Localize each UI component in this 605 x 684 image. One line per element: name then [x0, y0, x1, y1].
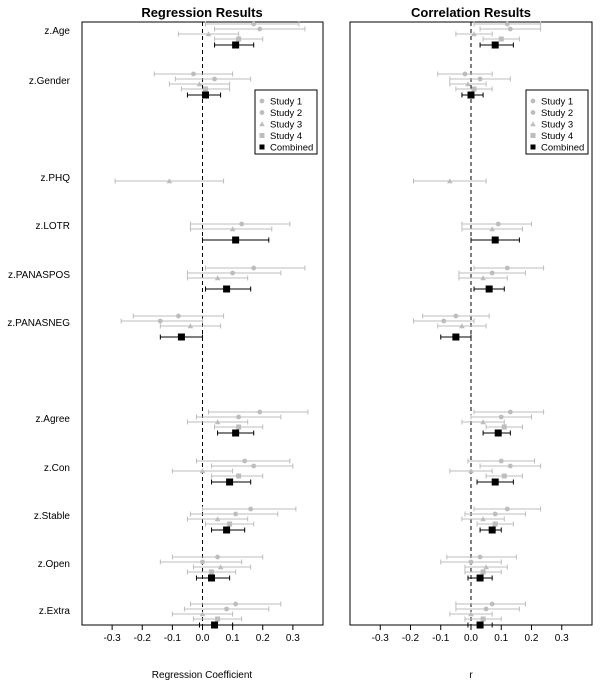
combined-point — [232, 42, 239, 49]
study-1-point — [242, 459, 247, 464]
study-1-point — [478, 555, 483, 560]
x-tick-label: -0.1 — [432, 633, 450, 644]
combined-point — [492, 237, 499, 244]
study-2-point — [441, 319, 446, 324]
correlation-results-panel — [350, 5, 592, 681]
study-1-point — [257, 410, 262, 415]
study-2-point — [257, 27, 262, 32]
study-4-point — [472, 87, 477, 92]
legend-label: Study 3 — [541, 119, 574, 131]
legend-label: Study 2 — [541, 108, 574, 119]
study-4-point — [493, 522, 498, 527]
combined-point — [489, 527, 496, 534]
row-label: z.PANASNEG — [7, 318, 70, 329]
legend-label: Combined — [270, 142, 314, 154]
x-tick-label: 0.3 — [554, 633, 569, 644]
combined-point — [468, 92, 475, 99]
combined-point — [492, 479, 499, 486]
study-1-point — [505, 507, 510, 512]
chart-title: Correlation Results — [411, 5, 531, 20]
study-2-point — [508, 464, 513, 469]
legend-marker — [531, 145, 536, 150]
x-axis-label: Regression Coefficient — [151, 670, 253, 681]
study-1-point — [251, 22, 256, 27]
study-2-point — [499, 415, 504, 420]
row-label: z.PANASPOS — [7, 270, 70, 281]
study-4-point — [481, 617, 486, 622]
legend-label: Combined — [541, 142, 585, 154]
study-1-point — [490, 602, 495, 607]
combined-point — [477, 575, 484, 582]
study-2-point — [212, 77, 217, 82]
study-1-point — [248, 507, 253, 512]
study-2-point — [490, 271, 495, 276]
legend-label: Study 3 — [270, 119, 303, 131]
legend-marker — [531, 99, 536, 104]
legend-label: Study 4 — [270, 131, 303, 142]
combined-point — [226, 479, 233, 486]
study-2-point — [230, 271, 235, 276]
x-tick-label: 0.1 — [494, 633, 509, 644]
study-4-point — [236, 425, 241, 430]
x-tick-label: 0.0 — [195, 633, 210, 644]
study-4-point — [203, 87, 208, 92]
row-label: z.Agree — [35, 414, 70, 425]
study-1-point — [505, 266, 510, 271]
regression-results-panel — [7, 5, 323, 681]
study-2-point — [508, 27, 513, 32]
legend-marker — [260, 99, 265, 104]
study-1-point — [453, 314, 458, 319]
combined-point — [178, 334, 185, 341]
x-tick-label: -0.2 — [401, 633, 420, 644]
combined-point — [232, 237, 239, 244]
combined-point — [486, 286, 493, 293]
legend-marker — [531, 133, 536, 138]
row-label: z.Open — [37, 559, 70, 570]
x-tick-label: 0.0 — [464, 633, 478, 644]
study-2-point — [233, 512, 238, 517]
study-1-point — [499, 459, 504, 464]
study-2-point — [224, 607, 229, 612]
x-tick-label: 0.3 — [285, 633, 300, 644]
combined-point — [452, 334, 459, 341]
study-2-point — [239, 222, 244, 227]
combined-point — [477, 622, 484, 629]
study-2-point — [251, 464, 256, 469]
study-1-point — [191, 72, 196, 77]
study-1-point — [463, 72, 468, 77]
x-tick-label: 0.2 — [524, 633, 539, 644]
combined-point — [223, 527, 230, 534]
study-2-point — [484, 607, 489, 612]
legend-label: Study 4 — [541, 131, 574, 142]
row-label: z.Age — [44, 26, 70, 37]
study-4-point — [236, 37, 241, 42]
combined-point — [208, 575, 215, 582]
study-4-point — [502, 425, 507, 430]
study-2-point — [493, 512, 498, 517]
x-tick-label: -0.3 — [371, 633, 389, 644]
row-label: z.Stable — [33, 511, 70, 522]
row-label: z.Gender — [28, 76, 70, 87]
x-axis-label: r — [469, 670, 473, 681]
study-1-point — [215, 555, 220, 560]
legend-marker — [260, 110, 265, 115]
legend-marker — [260, 145, 265, 150]
x-tick-label: -0.1 — [163, 633, 181, 644]
study-4-point — [215, 617, 220, 622]
combined-point — [202, 92, 209, 99]
study-2-point — [236, 415, 241, 420]
legend-label: Study 1 — [541, 96, 574, 108]
legend-marker — [531, 110, 536, 115]
study-1-point — [233, 602, 238, 607]
study-4-point — [502, 474, 507, 479]
x-tick-label: -0.2 — [133, 633, 151, 644]
study-2-point — [158, 319, 163, 324]
x-tick-label: 0.2 — [255, 633, 270, 644]
legend-label: Study 1 — [270, 96, 303, 108]
study-1-point — [508, 410, 513, 415]
combined-point — [211, 622, 218, 629]
study-4-point — [236, 474, 241, 479]
row-label: z.Con — [43, 463, 70, 474]
study-2-point — [478, 77, 483, 82]
study-2-point — [469, 560, 474, 565]
row-label: z.PHQ — [40, 173, 70, 184]
x-tick-label: 0.1 — [225, 633, 240, 644]
study-2-point — [200, 560, 205, 565]
study-4-point — [227, 522, 232, 527]
row-label: z.Extra — [38, 606, 70, 617]
study-1-point — [505, 22, 510, 27]
row-label: z.LOTR — [35, 221, 70, 232]
combined-point — [495, 430, 502, 437]
combined-point — [223, 286, 230, 293]
x-tick-label: -0.3 — [103, 633, 121, 644]
study-4-point — [499, 37, 504, 42]
legend-label: Study 2 — [270, 108, 303, 119]
combined-point — [492, 42, 499, 49]
study-4-point — [481, 570, 486, 575]
legend-marker — [260, 133, 265, 138]
combined-point — [232, 430, 239, 437]
study-4-point — [209, 570, 214, 575]
study-1-point — [251, 266, 256, 271]
chart-title: Regression Results — [141, 5, 263, 20]
study-1-point — [176, 314, 181, 319]
study-2-point — [496, 222, 501, 227]
